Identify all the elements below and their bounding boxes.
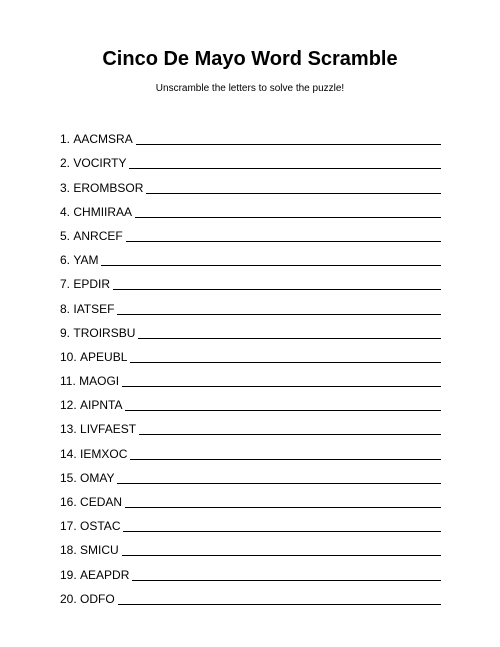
answer-line[interactable] xyxy=(122,554,441,556)
scrambled-word: AEAPDR xyxy=(80,567,130,582)
item-number: 15. xyxy=(60,470,77,485)
scrambled-word: ODFO xyxy=(80,591,115,606)
answer-line[interactable] xyxy=(146,192,441,194)
scramble-item xyxy=(60,219,441,243)
scrambled-word: EROMBSOR xyxy=(73,180,144,195)
item-number: 7. xyxy=(60,277,71,292)
scrambled-word: YAM xyxy=(73,253,99,268)
scrambled-word: EPDIR xyxy=(73,277,111,292)
answer-line[interactable] xyxy=(101,264,441,266)
scramble-item xyxy=(60,412,441,436)
answer-line[interactable] xyxy=(117,313,441,315)
scramble-item xyxy=(60,243,441,267)
scrambled-word: APEUBL xyxy=(80,349,128,364)
scramble-item xyxy=(60,340,441,364)
scramble-item xyxy=(60,461,441,485)
scramble-item xyxy=(60,146,441,170)
item-number: 1. xyxy=(60,132,71,147)
answer-line[interactable] xyxy=(130,361,441,363)
scramble-item xyxy=(60,291,441,315)
scrambled-word: SMICU xyxy=(80,543,119,558)
answer-line[interactable] xyxy=(122,385,441,387)
scramble-item xyxy=(60,436,441,460)
item-number: 6. xyxy=(60,253,71,268)
scramble-item xyxy=(60,316,441,340)
scrambled-word: TROIRSBU xyxy=(73,325,136,340)
answer-line[interactable] xyxy=(135,216,441,218)
answer-line[interactable] xyxy=(130,458,441,460)
scrambled-word: AIPNTA xyxy=(80,398,123,413)
answer-line[interactable] xyxy=(132,579,441,581)
item-number: 17. xyxy=(60,519,77,534)
scramble-item xyxy=(60,170,441,194)
scrambled-word: IATSEF xyxy=(73,301,115,316)
scramble-item xyxy=(60,509,441,533)
answer-line[interactable] xyxy=(138,337,441,339)
scrambled-word: CEDAN xyxy=(80,495,123,509)
item-number: 19. xyxy=(60,567,77,582)
answer-line[interactable] xyxy=(136,143,441,145)
answer-line[interactable] xyxy=(125,506,441,508)
answer-line[interactable] xyxy=(139,433,441,435)
page-title: Cinco De Mayo Word Scramble xyxy=(102,48,398,70)
answer-line[interactable] xyxy=(123,530,441,532)
instructions-text: Unscramble the letters to solve the puzzle! xyxy=(155,83,345,94)
answer-line[interactable] xyxy=(126,240,441,242)
item-number: 11. xyxy=(60,374,76,389)
scrambled-word: VOCIRTY xyxy=(73,156,127,171)
scramble-item xyxy=(60,557,441,581)
scrambled-word: MAOGI xyxy=(79,374,120,389)
answer-line[interactable] xyxy=(113,288,441,290)
item-number: 4. xyxy=(60,204,71,219)
scrambled-word: ANRCEF xyxy=(73,228,123,243)
item-number: 10. xyxy=(60,349,77,364)
item-number: 13. xyxy=(60,422,77,437)
item-number: 18. xyxy=(60,543,77,558)
item-number: 9. xyxy=(60,325,71,340)
scramble-item xyxy=(60,582,441,606)
scrambled-word: CHMIIRAA xyxy=(73,204,133,219)
answer-line[interactable] xyxy=(129,167,441,169)
scramble-item xyxy=(60,388,441,412)
item-number: 14. xyxy=(60,446,77,461)
scramble-list xyxy=(60,122,441,606)
item-number: 5. xyxy=(60,228,71,243)
scramble-item xyxy=(60,364,441,388)
scramble-item xyxy=(60,533,441,557)
item-number: 8. xyxy=(60,301,71,316)
answer-line[interactable] xyxy=(125,409,441,411)
answer-line[interactable] xyxy=(118,603,441,605)
scramble-item xyxy=(60,122,441,146)
scramble-item xyxy=(60,267,441,291)
item-number: 16. xyxy=(60,495,77,509)
scramble-item xyxy=(60,195,441,219)
scrambled-word: AACMSRA xyxy=(73,132,133,147)
item-number: 2. xyxy=(60,156,71,171)
item-number: 3. xyxy=(60,180,71,195)
scramble-item xyxy=(60,485,441,509)
item-number: 12. xyxy=(60,398,77,413)
scrambled-word: IEMXOC xyxy=(80,446,128,461)
item-number: 20. xyxy=(60,591,77,606)
scrambled-word: LIVFAEST xyxy=(80,422,137,437)
scrambled-word: OSTAC xyxy=(80,519,121,534)
answer-line[interactable] xyxy=(117,482,441,484)
scrambled-word: OMAY xyxy=(80,470,115,485)
